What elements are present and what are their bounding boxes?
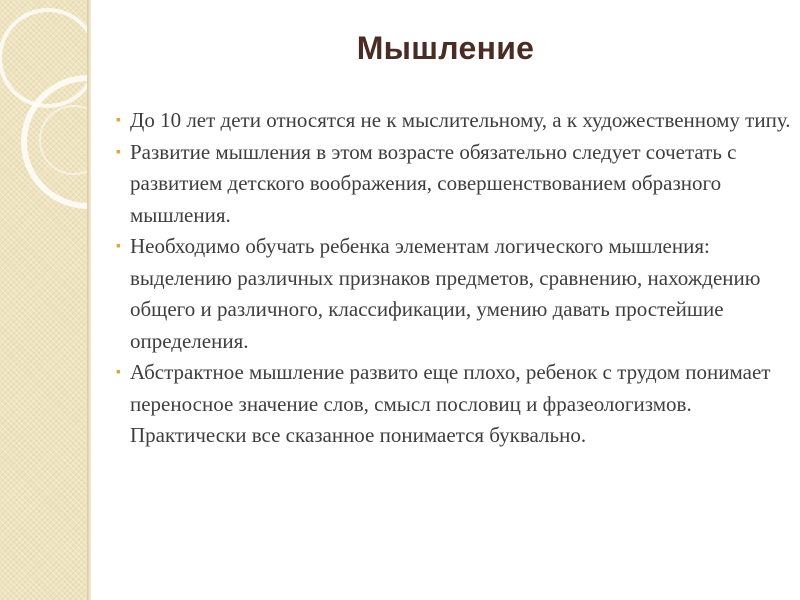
list-item	[112, 137, 792, 232]
bullet-text: Развитие мышления в этом возрасте обязательно следует сочетать с развитием детского воображения, совершенствованием образного мышления.	[130, 139, 737, 227]
bullet-list	[112, 105, 792, 452]
panel-divider	[87, 0, 91, 600]
list-item	[112, 105, 792, 137]
bullet-icon: ▪	[116, 239, 121, 254]
bullet-icon: ▪	[116, 113, 121, 128]
list-item	[112, 357, 792, 452]
decorative-side-panel	[0, 0, 87, 600]
decorative-circles	[0, 0, 87, 600]
list-item	[112, 231, 792, 357]
bullet-text: Абстрактное мышление развито еще плохо, ребенок с трудом понимает переносное значение слов, смысл пословиц и фразеологизмов. Практически все сказанное понимается буквально.	[130, 360, 771, 447]
slide-title: Мышление	[356, 30, 535, 66]
bullet-icon: ▪	[116, 365, 121, 380]
bullet-icon: ▪	[116, 144, 121, 160]
bullet-text: До 10 лет дети относятся не к мыслительному, а к художественному типу.	[130, 108, 791, 132]
bullet-text: Необходимо обучать ребенка элементам логического мышления: выделению различных признаков предметов, сравнению, нахождению общего и различного, классификации, умению давать простейшие определения.	[130, 234, 761, 353]
